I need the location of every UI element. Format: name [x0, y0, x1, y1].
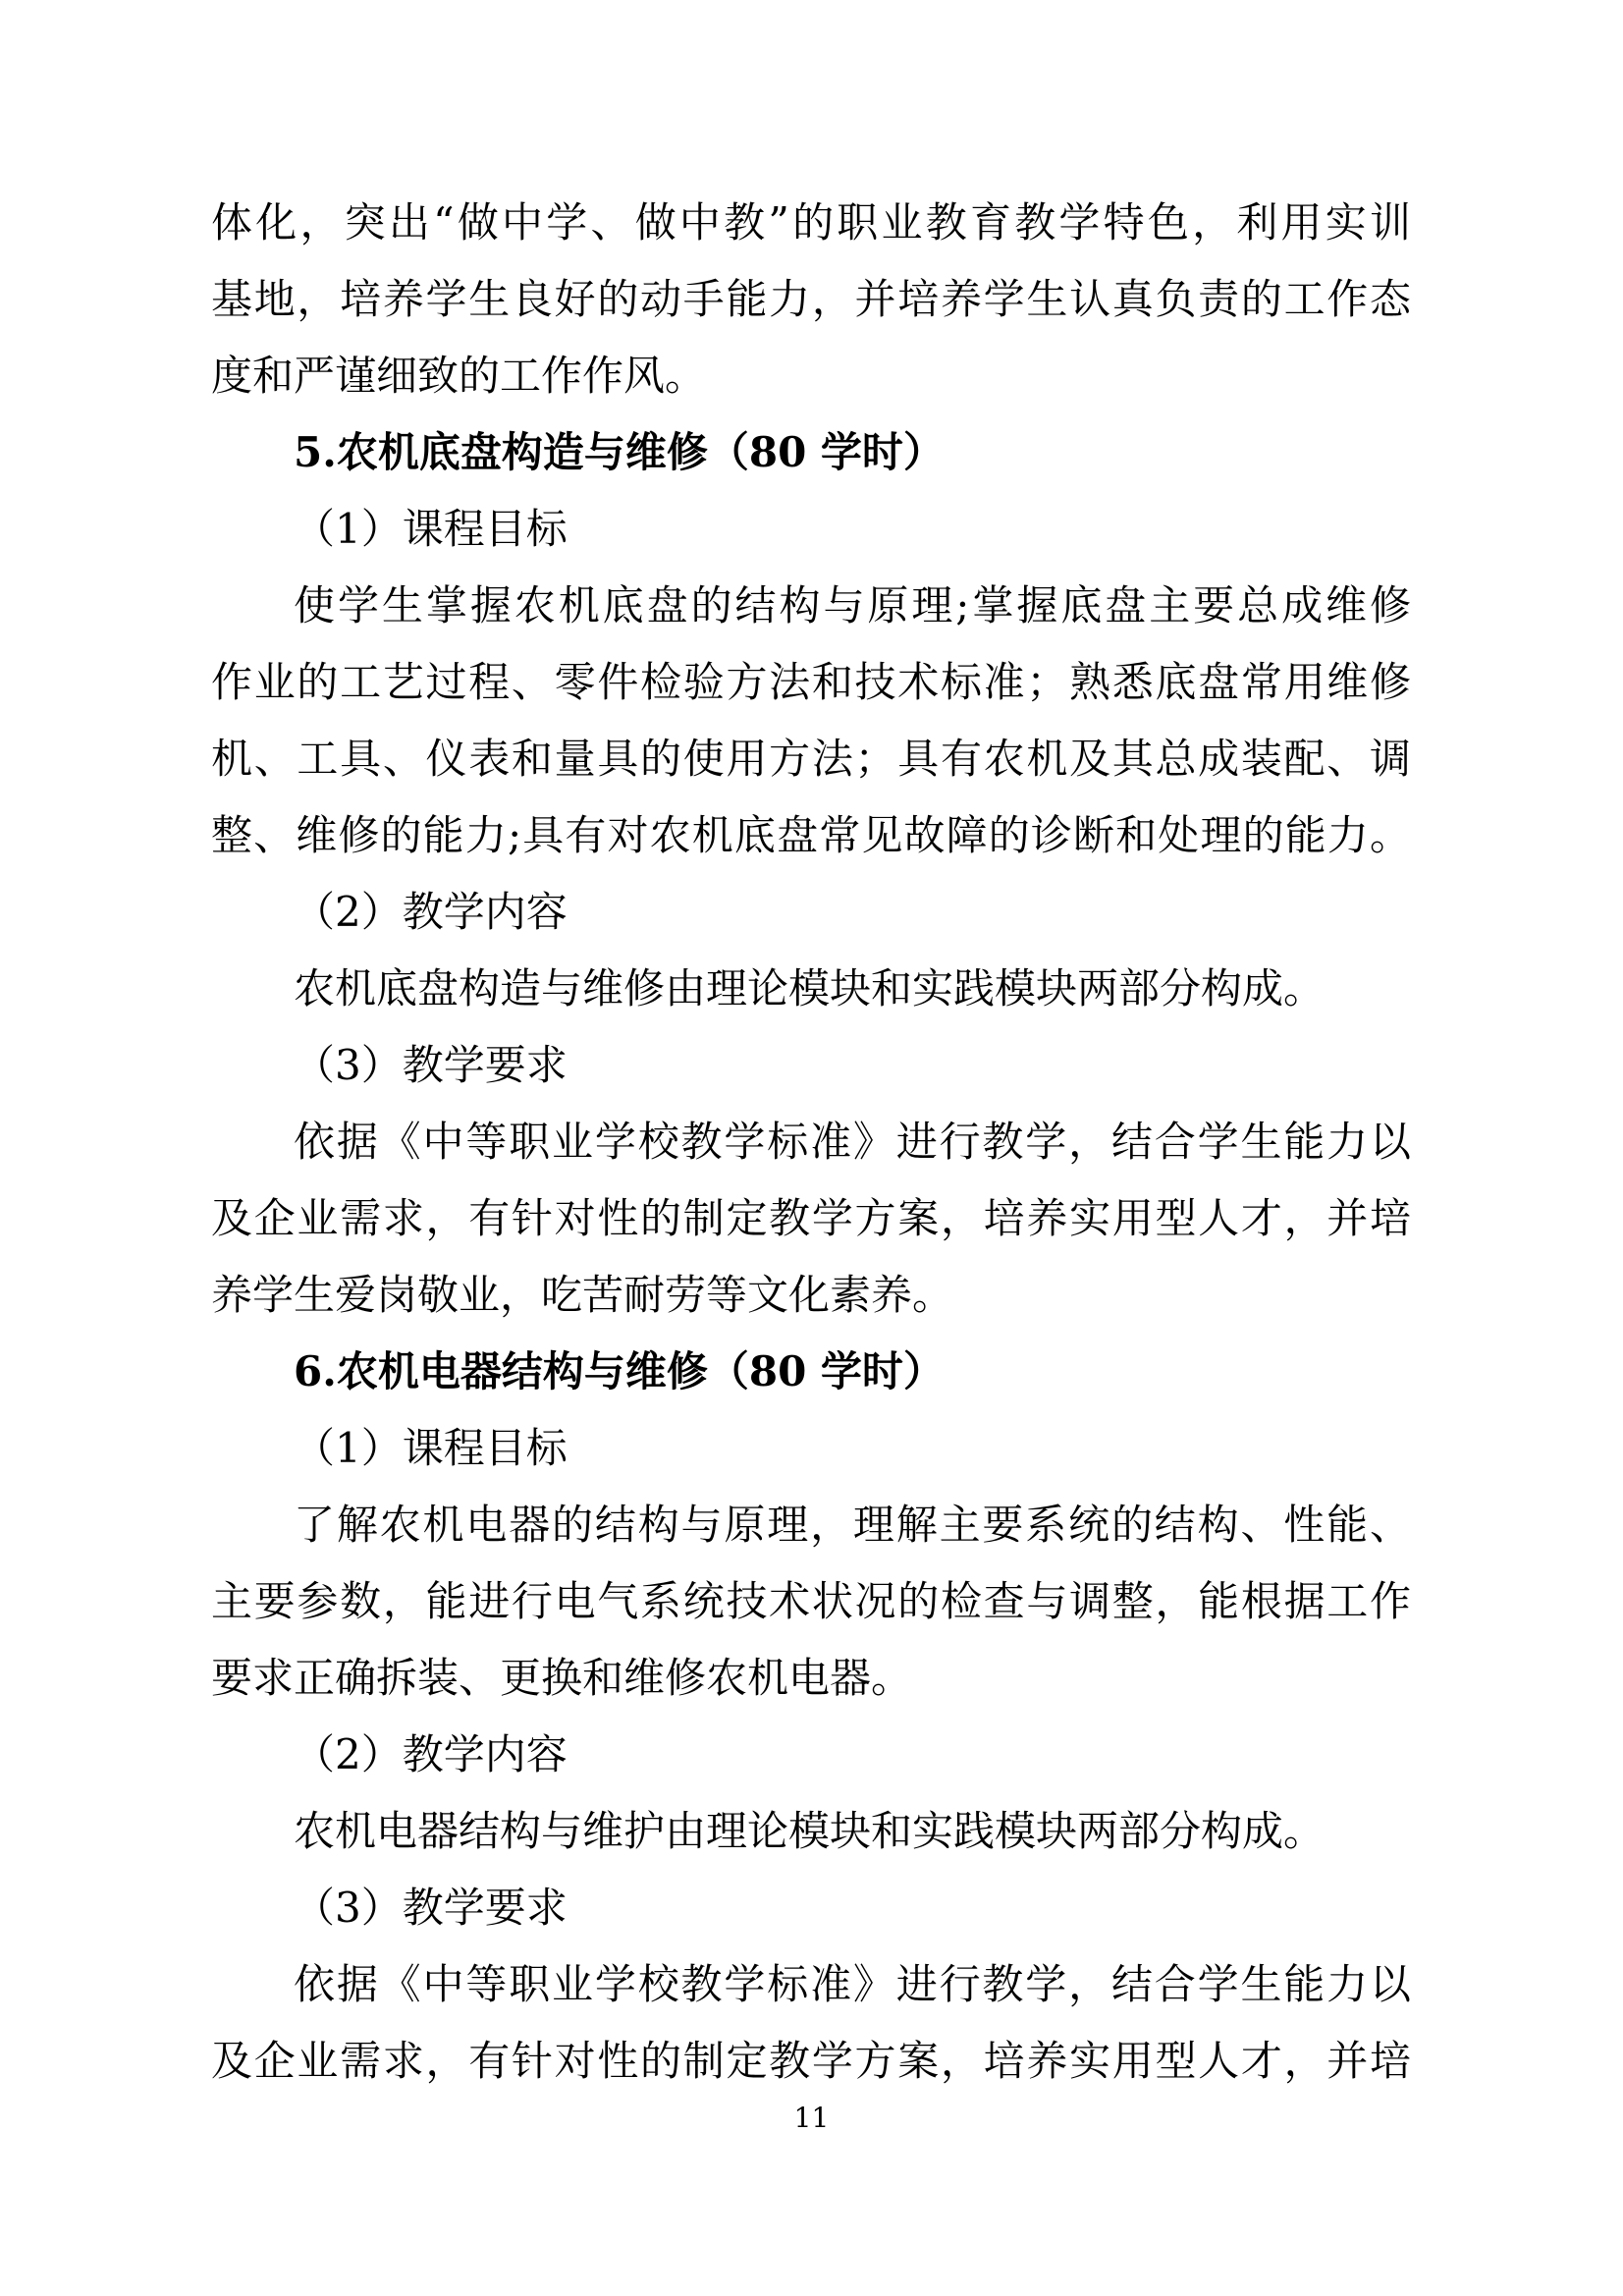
body-line: 基地，培养学生良好的动手能力，并培养学生认真负责的工作态	[211, 275, 1411, 323]
section-heading-5: 5.农机底盘构造与维修（80 学时）	[294, 428, 945, 476]
body-line: 了解农机电器的结构与原理，理解主要系统的结构、性能、	[294, 1501, 1411, 1549]
body-line: 农机底盘构造与维修由理论模块和实践模块两部分构成。	[294, 964, 1325, 1012]
subsection-label: （1）课程目标	[294, 1424, 568, 1472]
body-line: 依据《中等职业学校教学标准》进行教学，结合学生能力以	[294, 1118, 1411, 1166]
subsection-label: （1）课程目标	[294, 505, 568, 553]
body-line: 作业的工艺过程、零件检验方法和技术标准；熟悉底盘常用维修	[211, 658, 1411, 706]
body-line: 度和严谨细致的工作作风。	[211, 352, 707, 400]
body-line: 养学生爱岗敬业，吃苦耐劳等文化素养。	[211, 1271, 954, 1319]
page-number: 11	[793, 2102, 830, 2134]
subsection-label: （2）教学内容	[294, 888, 568, 936]
body-line: 机、工具、仪表和量具的使用方法；具有农机及其总成装配、调	[211, 735, 1411, 783]
body-line: 体化，突出“做中学、做中教”的职业教育教学特色，利用实训	[211, 198, 1411, 246]
section-heading-6: 6.农机电器结构与维修（80 学时）	[294, 1347, 945, 1395]
subsection-label: （2）教学内容	[294, 1730, 568, 1778]
text-column	[211, 185, 1411, 2100]
subsection-label: （3）教学要求	[294, 1884, 568, 1932]
body-line: 使学生掌握农机底盘的结构与原理;掌握底盘主要总成维修	[294, 581, 1411, 629]
body-line: 及企业需求，有针对性的制定教学方案，培养实用型人才，并培	[211, 2037, 1411, 2085]
body-line: 要求正确拆装、更换和维修农机电器。	[211, 1654, 913, 1702]
body-line: 及企业需求，有针对性的制定教学方案，培养实用型人才，并培	[211, 1194, 1411, 1242]
body-line: 整、维修的能力;具有对农机底盘常见故障的诊断和处理的能力。	[211, 811, 1411, 859]
body-line: 主要参数，能进行电气系统技术状况的检查与调整，能根据工作	[211, 1577, 1411, 1625]
body-line: 农机电器结构与维护由理论模块和实践模块两部分构成。	[294, 1807, 1325, 1855]
body-line: 依据《中等职业学校教学标准》进行教学，结合学生能力以	[294, 1960, 1411, 2008]
subsection-label: （3）教学要求	[294, 1041, 568, 1089]
